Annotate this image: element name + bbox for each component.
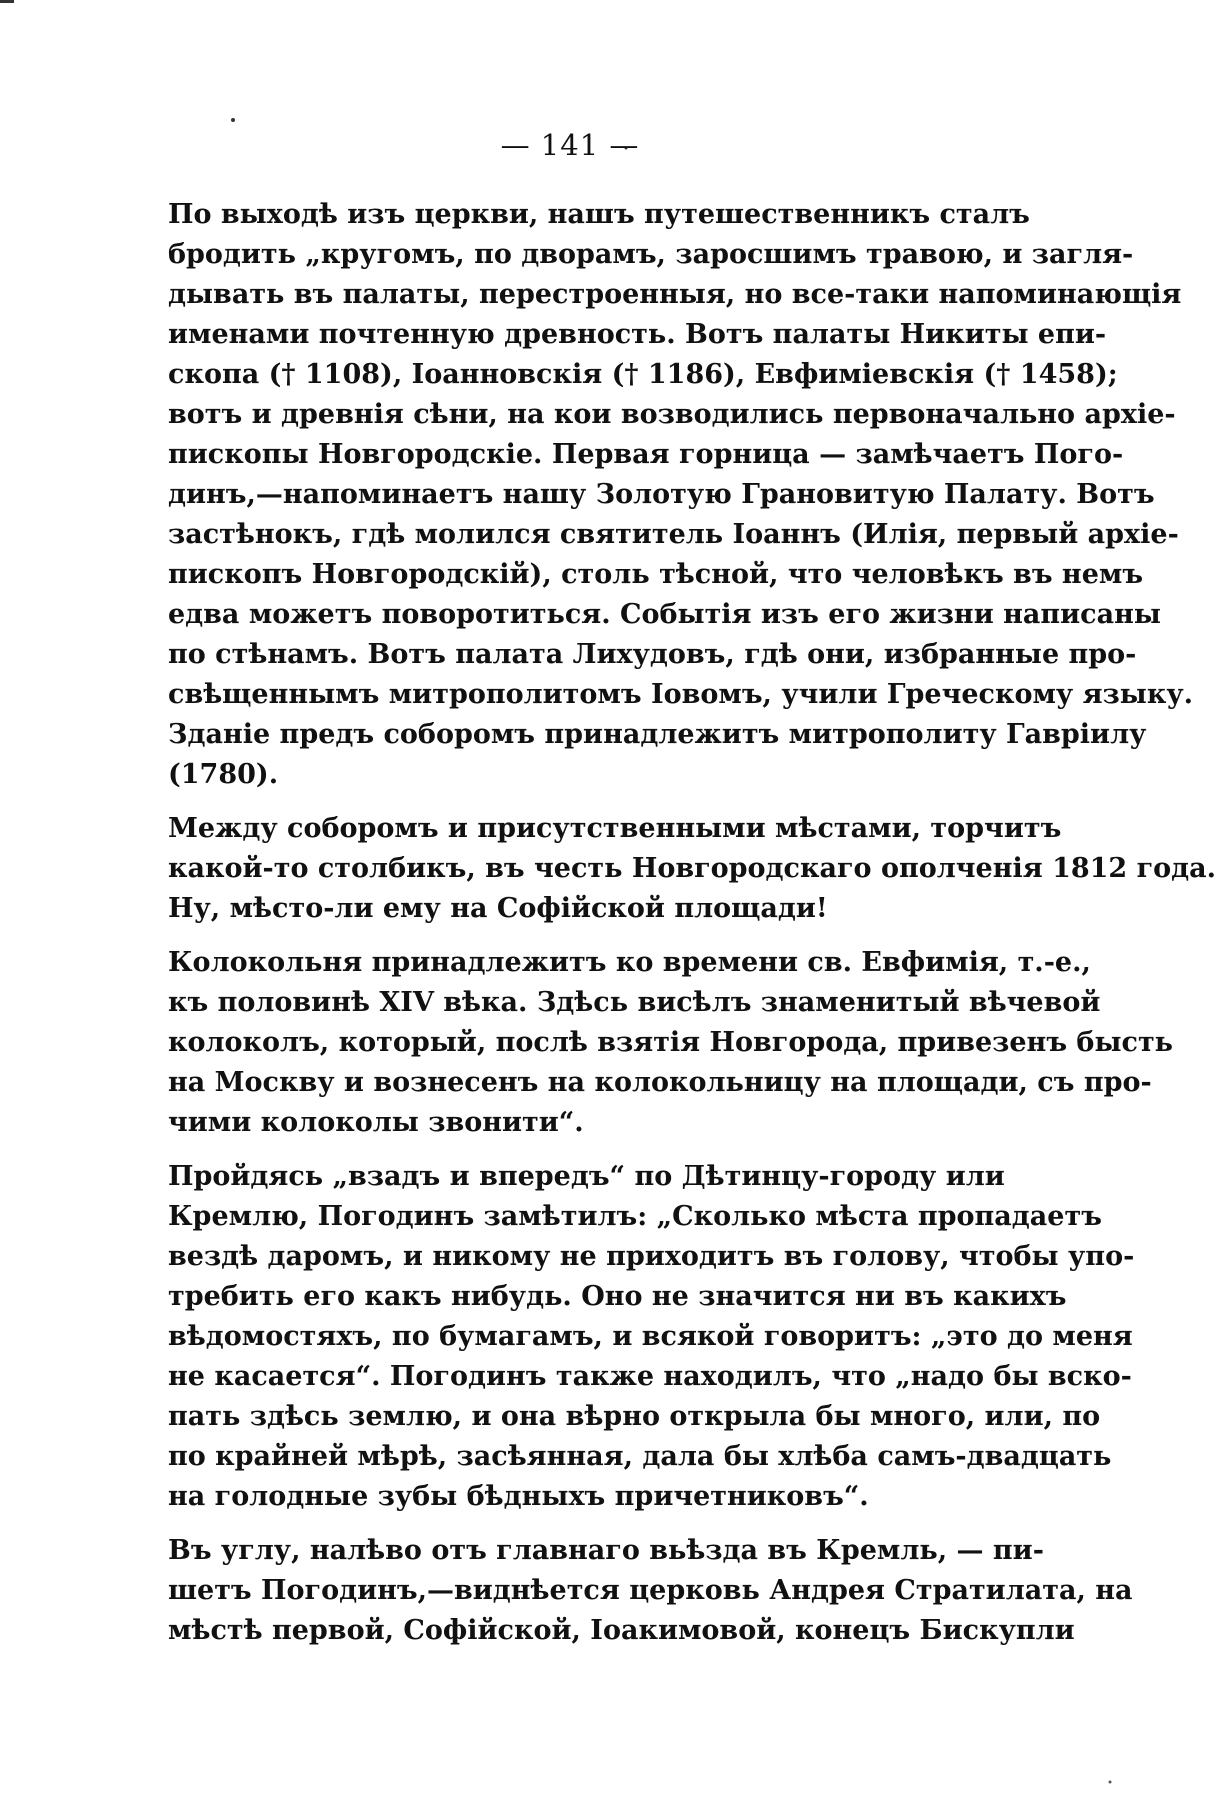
text-line: къ половинѣ XIV вѣка. Здѣсь висѣлъ знаменитый вѣчевой: [168, 987, 1101, 1018]
text-line: вотъ и древнія сѣни, на кои возводились первоначально архіе-: [168, 399, 1176, 430]
text-line: застѣнокъ, гдѣ молился святитель Іоаннъ (Илія, первый архіе-: [168, 519, 1179, 550]
text-line: какой-то столбикъ, въ честь Новгородскаго ополченія 1812 года.: [168, 853, 1216, 884]
page-body: [168, 195, 1216, 1651]
text-line: пископы Новгородскіе. Первая горница — замѣчаетъ Пого-: [168, 439, 1124, 470]
text-line: требить его какъ нибудь. Оно не значится ни въ какихъ: [168, 1281, 1067, 1312]
paragraph-1: [168, 195, 1194, 795]
text-line: чими колоколы звонити“.: [168, 1107, 584, 1138]
text-line: динъ,—напоминаетъ нашу Золотую Грановитую Палату. Вотъ: [168, 479, 1155, 510]
text-line: Ну, мѣсто-ли ему на Софійской площади!: [168, 893, 828, 924]
text-line: (1780).: [168, 759, 279, 790]
text-line: Въ углу, налѣво отъ главнаго вьѣзда въ Кремль, — пи-: [168, 1535, 1044, 1566]
text-line: по крайней мѣрѣ, засѣянная, дала бы хлѣба самъ-двадцать: [168, 1441, 1112, 1472]
page-number: — 141 —: [500, 128, 640, 162]
text-line: пископъ Новгородскій), столь тѣсной, что человѣкъ въ немъ: [168, 559, 1144, 590]
text-line: По выходѣ изъ церкви, нашъ путешественникъ сталъ: [168, 199, 1030, 230]
text-line: по стѣнамъ. Вотъ палата Лихудовъ, гдѣ они, избранные про-: [168, 639, 1137, 670]
text-line: Зданіе предъ соборомъ принадлежитъ митрополиту Гавріилу: [168, 719, 1147, 750]
text-line: именами почтенную древность. Вотъ палаты Никиты епи-: [168, 319, 1107, 350]
text-line: дывать въ палаты, перестроенныя, но все-таки напоминающія: [168, 279, 1182, 310]
text-line: не касается“. Погодинъ также находилъ, что „надо бы вско-: [168, 1361, 1132, 1392]
text-line: Кремлю, Погодинъ замѣтилъ: „Сколько мѣста пропадаетъ: [168, 1201, 1102, 1232]
text-line: на Москву и вознесенъ на колокольницу на площади, съ про-: [168, 1067, 1152, 1098]
text-line: мѣстѣ первой, Софійской, Іоакимовой, конецъ Бискупли: [168, 1615, 1075, 1646]
text-line: Между соборомъ и присутственными мѣстами, торчитъ: [168, 813, 1062, 844]
text-line: бродить „кругомъ, по дворамъ, заросшимъ травою, и загля-: [168, 239, 1134, 270]
text-line: шетъ Погодинъ,—виднѣется церковь Андрея Стратилата, на: [168, 1575, 1133, 1606]
text-line: вѣдомостяхъ, по бумагамъ, и всякой говоритъ: „это до меня: [168, 1321, 1133, 1352]
paragraph-4: [168, 1157, 1135, 1517]
paragraph-5: [168, 1531, 1133, 1651]
text-line: колоколъ, который, послѣ взятія Новгорода, привезенъ бысть: [168, 1027, 1173, 1058]
text-line: едва можетъ поворотиться. Событія изъ его жизни написаны: [168, 599, 1161, 630]
paragraph-2: [168, 809, 1216, 929]
text-line: пать здѣсь землю, и она вѣрно открыла бы много, или, по: [168, 1401, 1101, 1432]
text-line: скопа († 1108), Іоанновскія († 1186), Евфиміевскія († 1458);: [168, 359, 1118, 390]
text-line: свѣщеннымъ митрополитомъ Іовомъ, учили Греческому языку.: [168, 679, 1194, 710]
text-line: Пройдясь „взадъ и впередъ“ по Дѣтинцу-городу или: [168, 1161, 1005, 1192]
text-line: на голодные зубы бѣдныхъ причетниковъ“.: [168, 1481, 869, 1512]
text-line: Колокольня принадлежитъ ко времени св. Евфимія, т.-е.,: [168, 947, 1091, 978]
paragraph-3: [168, 943, 1173, 1143]
text-line: вездѣ даромъ, и никому не приходитъ въ голову, чтобы упо-: [168, 1241, 1135, 1272]
